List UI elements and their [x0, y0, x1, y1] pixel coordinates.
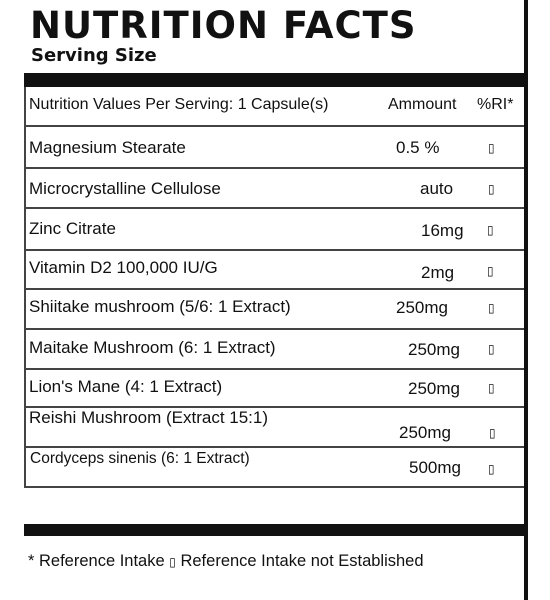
row-amount: 500mg: [409, 458, 461, 477]
row-amount: 0.5 %: [396, 138, 440, 157]
row-name: Shiitake mushroom (5/6: 1 Extract): [29, 297, 291, 316]
row-amount: auto: [420, 179, 454, 198]
label-title: NUTRITION FACTS: [30, 4, 417, 47]
row-name: Vitamin D2 100,000 IU/G: [29, 258, 218, 277]
row-amount: 250mg: [396, 298, 448, 317]
footnote-start: * Reference Intake: [28, 552, 165, 570]
table-row: [26, 448, 524, 486]
table-row: [26, 290, 524, 328]
table-row: [26, 251, 524, 288]
row-name: Cordyceps sinenis (6: 1 Extract): [30, 450, 250, 467]
ri-symbol-icon: ▯: [488, 141, 495, 155]
table-row: [26, 127, 524, 167]
row-name: Zinc Citrate: [29, 219, 116, 238]
top-thick-divider: [24, 73, 524, 87]
row-name: Maitake Mushroom (6: 1 Extract): [29, 338, 276, 357]
row-amount: 250mg: [408, 340, 460, 359]
row-name: Magnesium Stearate: [29, 138, 186, 157]
table-row: [26, 370, 524, 406]
header-ri: %RI*: [477, 96, 514, 113]
header-per-serving: Nutrition Values Per Serving: 1 Capsule(s): [29, 96, 329, 113]
bottom-thick-divider: [24, 524, 524, 536]
footnote-end: Reference Intake not Established: [180, 552, 424, 570]
row-name: Microcrystalline Cellulose: [29, 179, 221, 198]
table-row: [26, 408, 524, 446]
table-bottom-divider: [24, 486, 524, 488]
row-name: Lion's Mane (4: 1 Extract): [29, 377, 223, 396]
row-amount: 250mg: [408, 379, 460, 398]
row-amount: 250mg: [399, 423, 451, 442]
table-row: [26, 330, 524, 368]
ri-symbol-icon: ▯: [487, 264, 494, 278]
ri-symbol-icon: ▯: [169, 555, 176, 569]
header-amount: Ammount: [388, 96, 457, 113]
serving-size-label: Serving Size: [31, 45, 157, 66]
ri-symbol-icon: ▯: [488, 301, 495, 315]
table-row: [26, 209, 524, 249]
ri-symbol-icon: ▯: [488, 381, 495, 395]
ri-symbol-icon: ▯: [488, 342, 495, 356]
ri-symbol-icon: ▯: [487, 223, 494, 237]
row-amount: 2mg: [421, 263, 455, 282]
row-name: Reishi Mushroom (Extract 15:1): [29, 408, 269, 427]
table-row: [26, 169, 524, 207]
footnote: [28, 549, 424, 574]
table-header: [27, 93, 522, 117]
row-amount: 16mg: [421, 221, 464, 240]
ri-symbol-icon: ▯: [488, 462, 495, 476]
ri-symbol-icon: ▯: [488, 182, 495, 196]
ri-symbol-icon: ▯: [489, 426, 496, 440]
